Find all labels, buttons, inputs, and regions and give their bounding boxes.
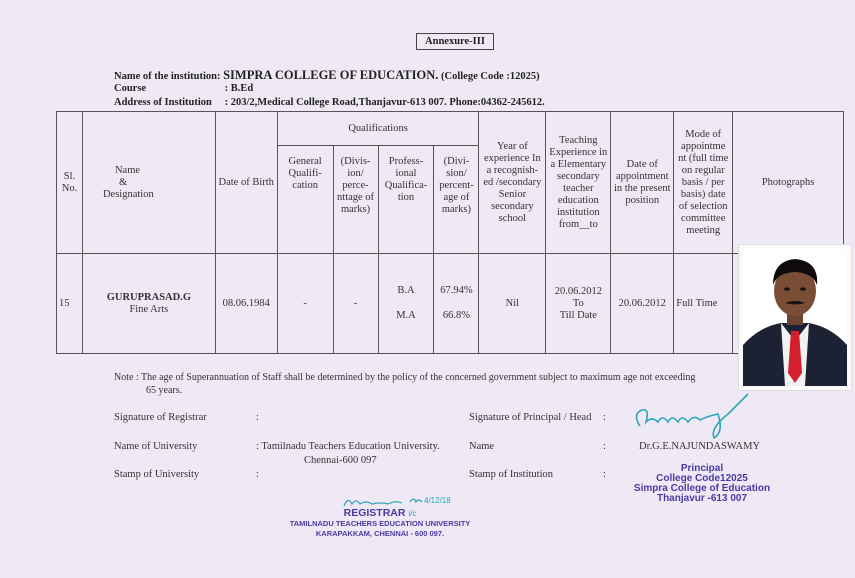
qualification-ba: B.A — [397, 285, 415, 296]
header-date-appointment: Date of appointment in the present position — [611, 112, 674, 254]
annexure-label: Annexure-III — [416, 33, 494, 50]
percentage-ba: 67.94% — [440, 285, 473, 296]
principal-signature-label: Signature of Principal / Head — [469, 412, 592, 423]
header-name-designation — [82, 112, 215, 254]
cell-name-designation — [82, 254, 215, 354]
registrar-stamp-line-2: TAMILNADU TEACHERS EDUCATION UNIVERSITY — [289, 519, 471, 528]
cell-date-appointment: 20.06.2012 — [611, 254, 674, 354]
qualification-ma: M.A — [396, 310, 416, 321]
address-value: : 203/2,Medical College Road,Thanjavur-613 007. Phone:04362-245612. — [224, 97, 545, 108]
principal-name-value: Dr.G.E.NAJUNDASWAMY — [639, 441, 761, 452]
cell-designation: Fine Arts — [129, 303, 169, 315]
principal-stamp-line-3: Simpra College of Education — [633, 483, 771, 494]
percentage-ma: 66.8% — [442, 310, 471, 321]
cell-teaching-experience — [546, 254, 611, 354]
teaching-to: Till Date — [559, 309, 597, 321]
staff-table — [56, 111, 844, 354]
teaching-to-word: To — [572, 297, 584, 309]
registrar-handwritten-date: 4/12/18 — [424, 496, 451, 505]
header-teaching-experience: Teaching Experience in a Elementary secondary teacher education institution from__to — [546, 112, 611, 254]
cell-general-qualification: - — [277, 254, 333, 354]
principal-signature-value: : — [603, 412, 606, 423]
college-code: (College Code :12025) — [441, 71, 540, 82]
principal-stamp-line-4: Thanjavur -613 007 — [656, 493, 748, 504]
header-division-1: (Divis- ion/ perce- nttage of marks) — [333, 146, 378, 254]
header-mode-appointment: Mode of appointme nt (full time on regular basis / per basis) date of selection committee meeting — [674, 112, 733, 254]
note-line-2: 65 years. — [146, 385, 183, 396]
institution-label: Name of the institution: — [114, 71, 221, 82]
cell-professional-qualification — [378, 254, 434, 354]
address-label: Address of Institution — [114, 97, 212, 108]
cell-year-experience: Nil — [479, 254, 546, 354]
teaching-from: 20.06.2012 — [554, 285, 602, 297]
header-photographs: Photographs — [733, 112, 844, 254]
university-stamp-label: Stamp of University — [114, 469, 200, 480]
cell-professional-division — [434, 254, 479, 354]
registrar-stamp-line-3: KARAPAKKAM, CHENNAI - 600 097. — [315, 529, 445, 538]
staff-photograph — [738, 244, 852, 391]
university-name-value: : Tamilnadu Teachers Education University. — [256, 441, 440, 452]
university-stamp-value: : — [256, 469, 259, 480]
cell-sl-no: 15 — [57, 254, 83, 354]
institution-name-line — [114, 68, 540, 83]
cell-general-division: - — [333, 254, 378, 354]
cell-dob: 08.06.1984 — [215, 254, 277, 354]
principal-name-colon: : — [603, 441, 606, 452]
header-designation: Designation — [102, 188, 154, 200]
principal-name-label: Name — [469, 441, 495, 452]
course-line — [114, 83, 253, 94]
header-qualifications: Qualifications — [277, 112, 479, 146]
header-sl-no: Sl. No. — [57, 112, 83, 254]
registrar-stamp-suffix: i/c — [408, 509, 417, 518]
note-line-1: Note : The age of Superannuation of Staff shall be determined by the policy of the concerned government subject to maximum age not exceeding — [114, 372, 696, 383]
university-name-label: Name of University — [114, 441, 198, 452]
header-year-experience: Year of experience In a recognish- ed /secondary Senior secondary school — [479, 112, 546, 254]
registrar-signature-label: Signature of Registrar — [114, 412, 207, 423]
cell-name: GURUPRASAD.G — [106, 291, 191, 303]
institution-stamp-colon: : — [603, 469, 606, 480]
table-row — [57, 254, 844, 354]
institution-name: SIMPRA COLLEGE OF EDUCATION. — [223, 68, 439, 82]
principal-signature — [628, 392, 756, 444]
header-general-qualification: General Qualifi- cation — [277, 146, 333, 254]
principal-stamp-line-2: College Code12025 — [656, 473, 748, 484]
principal-stamp-line-1: Principal — [680, 463, 724, 474]
address-line — [114, 97, 545, 108]
header-division-2: (Divi- sion/ percent- age of marks) — [434, 146, 479, 254]
header-name: Name — [114, 164, 141, 176]
person-photo-icon — [739, 245, 851, 390]
university-name-value-2: Chennai-600 097 — [304, 455, 377, 466]
institution-stamp-label: Stamp of Institution — [469, 469, 553, 480]
registrar-stamp-line-1: REGISTRAR — [343, 507, 406, 519]
registrar-stamp — [280, 508, 480, 539]
header-dob: Date of Birth — [215, 112, 277, 254]
course-value: : B.Ed — [224, 83, 254, 94]
header-ampersand: & — [118, 176, 128, 188]
header-professional-qualification: Profess- ional Qualifica- tion — [378, 146, 434, 254]
cell-mode-appointment: Full Time — [674, 254, 733, 354]
registrar-signature-value: : — [256, 412, 259, 423]
course-label: Course — [114, 83, 147, 94]
principal-stamp — [628, 464, 776, 504]
